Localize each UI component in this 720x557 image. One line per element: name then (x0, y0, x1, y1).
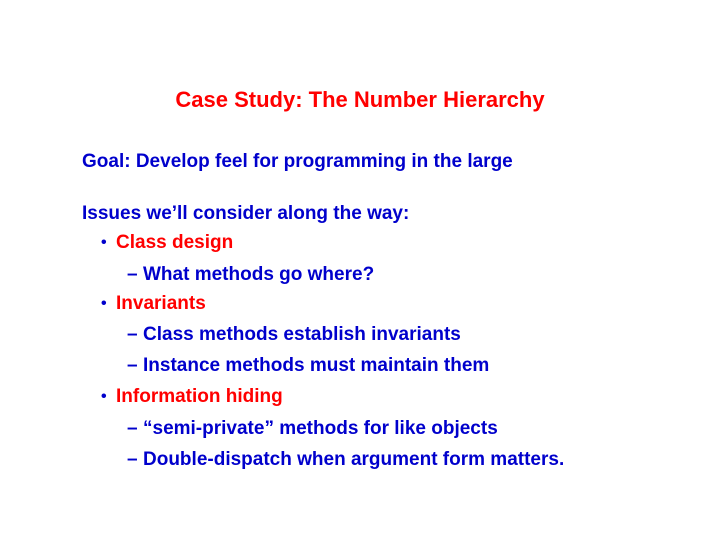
topic-invariants: Invariants (116, 293, 206, 314)
dash-marker: – (127, 264, 138, 285)
dash-marker: – (127, 418, 138, 439)
subitem-methods-where: What methods go where? (143, 264, 375, 285)
goal-line: Goal: Develop feel for programming in the large (82, 151, 513, 172)
slide-title: Case Study: The Number Hierarchy (175, 87, 545, 112)
dash-marker: – (127, 324, 138, 345)
subitem-class-methods: Class methods establish invariants (143, 324, 461, 345)
bullet-marker: • (101, 234, 107, 251)
bullet-marker: • (101, 295, 107, 312)
subitem-instance-methods: Instance methods must maintain them (143, 355, 490, 376)
issues-heading: Issues we’ll consider along the way: (82, 203, 410, 224)
subitem-double-dispatch: Double-dispatch when argument form matters. (143, 449, 565, 470)
dash-marker: – (127, 449, 138, 470)
bullet-marker: • (101, 388, 107, 405)
topic-class-design: Class design (116, 232, 234, 253)
subitem-semi-private: “semi-private” methods for like objects (143, 418, 498, 439)
dash-marker: – (127, 355, 138, 376)
topic-information-hiding: Information hiding (116, 386, 283, 407)
